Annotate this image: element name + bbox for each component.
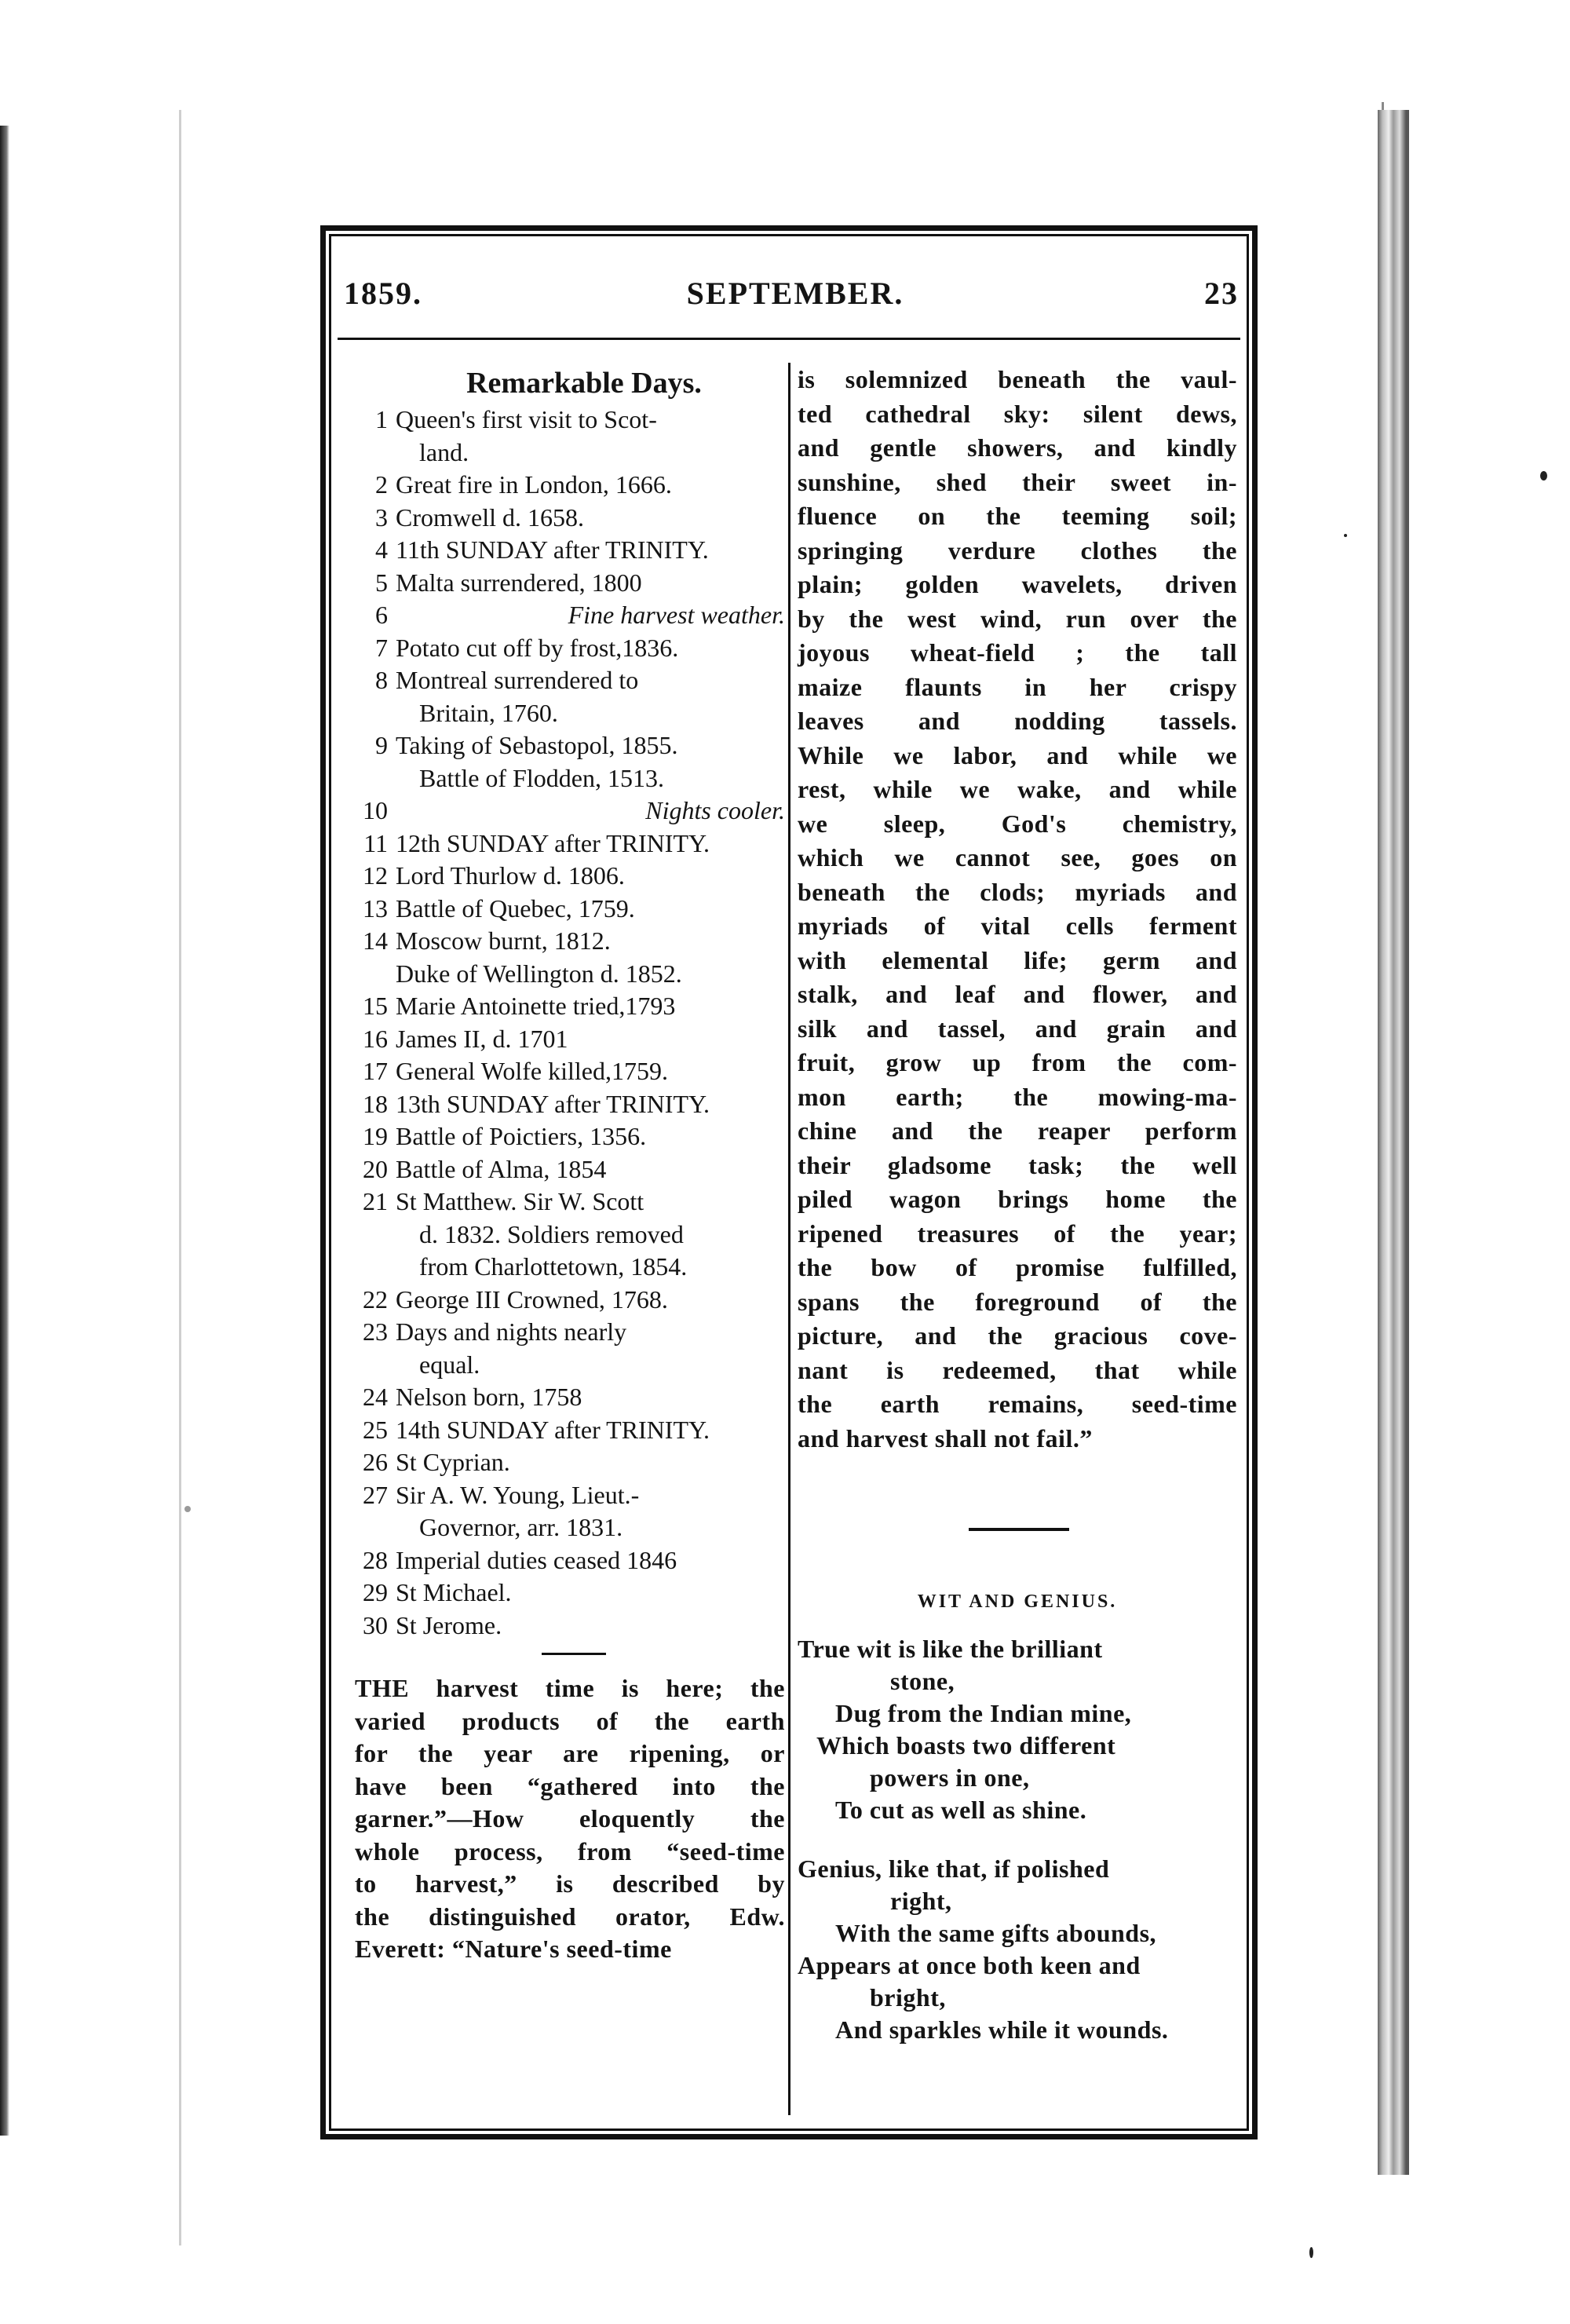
day-event-text: St Cyprian. (396, 1448, 510, 1476)
day-number: 14 (363, 926, 388, 955)
day-number: 25 (363, 1415, 388, 1444)
day-event-text: Days and nights nearly (396, 1317, 627, 1346)
remarkable-day-entry (355, 632, 785, 665)
day-number: 26 (363, 1448, 388, 1476)
harvest-paragraph-line: Everett: “Nature's seed-time (355, 1935, 672, 1963)
day-number: 18 (363, 1089, 388, 1118)
remarkable-day-entry (355, 1284, 785, 1317)
remarkable-day-entry (355, 664, 785, 729)
remarkable-day-entry (355, 1153, 785, 1186)
day-event-text: George III Crowned, 1768. (396, 1284, 668, 1314)
day-number: 11 (363, 828, 388, 857)
day-event-text: St Jerome. (396, 1610, 502, 1639)
day-event-text: Duke of Wellington d. 1852. (396, 959, 682, 988)
quote-line: joyous wheat-field ; the tall (798, 638, 1237, 667)
poem-line: Which boasts two different (816, 1731, 1116, 1759)
quote-line: and gentle showers, and kindly (798, 433, 1237, 462)
day-event-text: Lord Thurlow d. 1806. (396, 861, 625, 890)
section-rule (542, 1653, 606, 1655)
day-number: 24 (363, 1383, 388, 1411)
header-rule (338, 338, 1240, 340)
remarkable-day-entry (355, 1316, 785, 1381)
remarkable-day-entry (355, 534, 785, 567)
remarkable-days-list (355, 404, 785, 1642)
day-event-text: 14th SUNDAY after TRINITY. (396, 1415, 710, 1444)
remarkable-day-entry (355, 404, 785, 469)
remarkable-day-entry (355, 1446, 785, 1479)
poem-line: And sparkles while it wounds. (835, 2015, 1169, 2044)
day-number: 23 (363, 1317, 388, 1346)
remarkable-day-entry (355, 1577, 785, 1610)
harvest-paragraph-line: varied products of the earth (355, 1706, 785, 1735)
remarkable-day-entry (355, 1479, 785, 1544)
day-number: 9 (375, 731, 388, 759)
harvest-paragraph-line: for the year are ripening, or (355, 1739, 785, 1767)
day-event-text: land. (419, 437, 469, 466)
remarkable-day-entry (355, 1120, 785, 1153)
quote-line: the bow of promise fulfilled, (798, 1253, 1237, 1281)
day-number: 6 (375, 601, 388, 629)
day-event-text: Taking of Sebastopol, 1855. (396, 731, 678, 759)
day-number: 28 (363, 1545, 388, 1574)
poem-title: WIT AND GENIUS. (917, 1591, 1118, 1612)
poem-line: Dug from the Indian mine, (835, 1699, 1132, 1727)
poem-line: Genius, like that, if polished (798, 1854, 1110, 1883)
remarkable-day-entry (355, 893, 785, 926)
harvest-paragraph-line: garner.”—How eloquently the (355, 1804, 785, 1833)
poem-line: To cut as well as shine. (835, 1796, 1087, 1824)
remarkable-day-entry (355, 1088, 785, 1121)
day-number: 27 (363, 1480, 388, 1509)
day-event-text: Imperial duties ceased 1846 (396, 1545, 677, 1574)
remarkable-day-entry (355, 1055, 785, 1088)
remarkable-day-entry (355, 567, 785, 600)
day-number: 20 (363, 1154, 388, 1183)
quote-line: is solemnized beneath the vaul- (798, 365, 1237, 393)
poem-line: bright, (870, 1983, 946, 2012)
day-number: 3 (375, 502, 388, 532)
quote-line: myriads of vital cells ferment (798, 912, 1237, 940)
left-column (355, 363, 785, 1966)
day-event-text: James II, d. 1701 (396, 1024, 568, 1053)
poem-separator-rule (969, 1528, 1069, 1531)
day-event-text: Britain, 1760. (419, 698, 558, 727)
quote-line: leaves and nodding tassels. (798, 707, 1237, 735)
quote-line: spans the foreground of the (798, 1287, 1237, 1316)
quote-line: While we labor, and while we (798, 740, 1237, 769)
remarkable-day-entry (355, 860, 785, 893)
remarkable-day-entry (355, 795, 785, 828)
remarkable-day-entry (355, 469, 785, 502)
day-number: 22 (363, 1284, 388, 1314)
left-page-shadow (0, 126, 9, 2136)
day-number: 8 (375, 666, 388, 694)
day-event-text: Great fire in London, 1666. (396, 470, 672, 499)
quote-line: ripened treasures of the year; (798, 1219, 1237, 1248)
day-event-text: Malta surrendered, 1800 (396, 568, 642, 597)
day-number: 30 (363, 1610, 388, 1639)
scan-speck (1540, 471, 1547, 481)
page-number: 23 (1204, 276, 1239, 311)
everett-quote-continuation (798, 363, 1237, 1456)
day-number: 5 (375, 568, 388, 597)
quote-line: silk and tassel, and grain and (798, 1014, 1237, 1043)
day-number: 1 (375, 405, 388, 433)
remarkable-day-entry (355, 729, 785, 795)
quote-line: chine and the reaper perform (798, 1116, 1237, 1145)
day-number: 19 (363, 1122, 388, 1150)
book-page-edges (1378, 110, 1409, 2175)
day-event-text: Battle of Quebec, 1759. (396, 893, 635, 923)
remarkable-day-entry (355, 1414, 785, 1447)
day-event-text: General Wolfe killed,1759. (396, 1057, 668, 1085)
quote-line: maize flaunts in her crispy (798, 672, 1237, 701)
harvest-paragraph-line: to harvest,” is described by (355, 1869, 785, 1898)
harvest-paragraph-line: the distinguished orator, Edw. (355, 1902, 785, 1931)
remarkable-days-heading: Remarkable Days. (466, 367, 702, 400)
quote-line: piled wagon brings home the (798, 1185, 1237, 1213)
poem-line: right, (890, 1887, 952, 1915)
day-event-text: equal. (419, 1350, 480, 1379)
day-number: 2 (375, 470, 388, 499)
day-event-text: from Charlottetown, 1854. (419, 1252, 688, 1281)
day-number: 17 (363, 1057, 388, 1085)
day-number: 13 (363, 893, 388, 923)
day-event-text: 11th SUNDAY after TRINITY. (396, 535, 709, 564)
remarkable-day-entry (355, 1023, 785, 1056)
day-event-text: Sir A. W. Young, Lieut.- (396, 1480, 640, 1509)
quote-line: springing verdure clothes the (798, 535, 1237, 565)
day-event-text: Nights cooler. (645, 796, 785, 824)
poem-stanza (798, 1853, 1237, 2046)
day-event-text: Moscow burnt, 1812. (396, 926, 611, 955)
poem-wit-and-genius (798, 1633, 1237, 2046)
poem-stanza (798, 1633, 1237, 1826)
day-number: 4 (375, 535, 388, 564)
poem-line: powers in one, (870, 1763, 1030, 1792)
remarkable-day-entry (355, 1610, 785, 1643)
quote-line: ted cathedral sky: silent dews, (798, 399, 1237, 428)
quote-line: by the west wind, run over the (798, 604, 1237, 633)
scan-speck (1344, 534, 1347, 537)
remarkable-day-entry (355, 1186, 785, 1284)
day-number: 15 (363, 992, 388, 1020)
day-number: 12 (363, 861, 388, 890)
day-event-text: Battle of Alma, 1854 (396, 1154, 607, 1183)
quote-line: we sleep, God's chemistry, (798, 809, 1237, 838)
poem-line: With the same gifts abounds, (835, 1919, 1157, 1947)
quote-line: rest, while we wake, and while (798, 775, 1237, 803)
day-event-text: Nelson born, 1758 (396, 1383, 582, 1411)
day-event-text: Montreal surrendered to (396, 666, 639, 694)
scan-speck (1309, 2247, 1313, 2258)
quote-line: plain; golden wavelets, driven (798, 570, 1237, 598)
quote-line: picture, and the gracious cove- (798, 1321, 1237, 1350)
day-event-text: 12th SUNDAY after TRINITY. (396, 828, 710, 857)
remarkable-day-entry (355, 828, 785, 861)
remarkable-day-entry (355, 1381, 785, 1414)
harvest-paragraph (355, 1672, 785, 1966)
remarkable-day-entry (355, 599, 785, 632)
day-event-text: Marie Antoinette tried,1793 (396, 992, 676, 1020)
scan-speck (184, 1506, 191, 1512)
day-number: 7 (375, 633, 388, 662)
right-column (798, 363, 1237, 2073)
day-event-text: Fine harvest weather. (568, 601, 785, 629)
quote-line: with elemental life; germ and (798, 945, 1237, 974)
day-number: 16 (363, 1024, 388, 1053)
quote-line: fruit, grow up from the com- (798, 1048, 1237, 1076)
day-event-text: Battle of Poictiers, 1356. (396, 1122, 647, 1150)
remarkable-day-entry (355, 925, 785, 958)
day-event-text: Potato cut off by frost,1836. (396, 633, 679, 662)
day-event-text: Governor, arr. 1831. (419, 1513, 623, 1541)
harvest-paragraph-line: whole process, from “seed-time (355, 1836, 785, 1865)
quote-line: beneath the clods; myriads and (798, 877, 1237, 906)
day-event-text: 13th SUNDAY after TRINITY. (396, 1089, 710, 1118)
column-divider (788, 363, 790, 2115)
quote-line: sunshine, shed their sweet in- (798, 467, 1237, 496)
harvest-paragraph-line: have been “gathered into the (355, 1771, 785, 1800)
remarkable-day-entry (355, 990, 785, 1023)
day-number: 21 (363, 1187, 388, 1215)
day-event-text: d. 1832. Soldiers removed (419, 1219, 684, 1248)
remarkable-day-entry (355, 502, 785, 535)
header-year: 1859. (344, 276, 422, 311)
day-event-text: Queen's first visit to Scot- (396, 405, 657, 433)
harvest-paragraph-line: THE harvest time is here; the (355, 1674, 785, 1702)
quote-line: which we cannot see, goes on (798, 843, 1237, 872)
quote-line: mon earth; the mowing-ma- (798, 1082, 1237, 1111)
remarkable-day-entry (355, 1544, 785, 1577)
day-number: 29 (363, 1578, 388, 1606)
day-event-text: Cromwell d. 1658. (396, 502, 584, 532)
header-month: SEPTEMBER. (686, 276, 904, 311)
poem-line: True wit is like the brilliant (798, 1635, 1103, 1663)
day-event-text: St Matthew. Sir W. Scott (396, 1187, 644, 1215)
quote-line: and harvest shall not fail.” (798, 1423, 1093, 1452)
quote-line: the earth remains, seed-time (798, 1390, 1237, 1418)
quote-line: nant is redeemed, that while (798, 1355, 1237, 1384)
running-head (344, 275, 1247, 322)
remarkable-day-entry (355, 958, 785, 991)
poem-line: stone, (890, 1667, 955, 1695)
day-event-text: Battle of Flodden, 1513. (419, 763, 664, 792)
day-number: 10 (363, 796, 388, 824)
quote-line: fluence on the teeming soil; (798, 502, 1237, 530)
day-event-text: St Michael. (396, 1578, 512, 1606)
quote-line: stalk, and leaf and flower, and (798, 980, 1237, 1008)
quote-line: their gladsome task; the well (798, 1150, 1237, 1179)
poem-line: Appears at once both keen and (798, 1951, 1141, 1979)
